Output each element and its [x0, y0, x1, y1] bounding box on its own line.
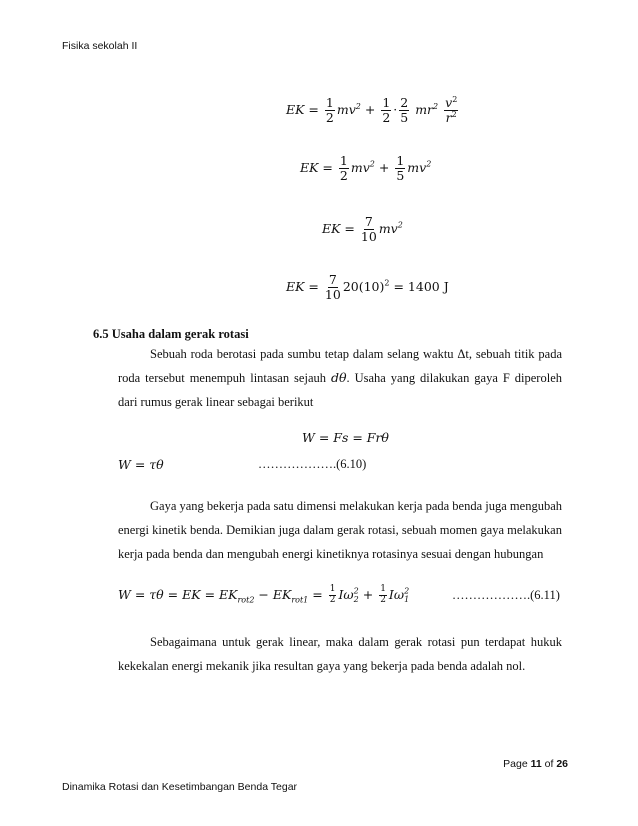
page-number: Page 11 of 26	[503, 758, 568, 770]
paragraph-1: Sebuah roda berotasi pada sumbu tetap dalam selang waktu Δt, sebuah titik pada roda tersebut menempuh lintasan sejauh dθ. Usaha yang dilakukan gaya F diperoleh dari rumus gerak linear sebagai berikut	[118, 347, 562, 409]
paragraph-3: Sebagaimana untuk gerak linear, maka dalam gerak rotasi pun terdapat hukuk kekekalan energi mekanik jika resultan gaya yang bekerja pada benda adalah nol.	[118, 635, 562, 673]
equation-ek-1: EK = $\frac{1}{2}$ $mv^2$ + $\frac{1}{2}$ · $\frac{2}{5}$ $mr^2$ $\frac{v^2}{r^2}$	[286, 95, 458, 126]
equation-ek-4: EK = $\frac{7}{10}$ $20(10)^2 = 1400$ J	[286, 272, 449, 302]
equation-ek-3: EK = $\frac{7}{10}$ $mv^2$	[322, 214, 403, 244]
running-footer: Dinamika Rotasi dan Kesetimbangan Benda Tegar	[62, 781, 298, 793]
section-title: 6.5 Usaha dalam gerak rotasi	[93, 327, 249, 341]
equation-ek-2: EK = $\frac{1}{2}$ $mv^2$ + $\frac{1}{5}$ $mv^2$	[300, 153, 432, 183]
paragraph-2: Gaya yang bekerja pada satu dimensi melakukan kerja pada benda juga mengubah energi kinetik benda. Demikian juga dalam gerak rotasi, sebuah momen gaya melakukan kerja pada benda dan mengubah energi kinetiknya rotasinya sesuai dengan hubungan	[118, 499, 562, 561]
equation-w-1: W = Fs = Frθ	[302, 430, 389, 445]
equation-w-3: W = τθ = EK = $EK_{rot2} - EK_{rot1}$ = $\frac{1}{2}$ $I\omega^2_2$ + $\frac{1}{2}$ $I\omega^2_1$	[118, 584, 410, 605]
equation-w-2: W = τθ	[118, 457, 164, 472]
running-header: Fisika sekolah II	[62, 40, 138, 52]
equation-number-6-10: ……………….(6.10)	[258, 457, 367, 471]
equation-number-6-11: ……………….(6.11)	[452, 588, 560, 602]
